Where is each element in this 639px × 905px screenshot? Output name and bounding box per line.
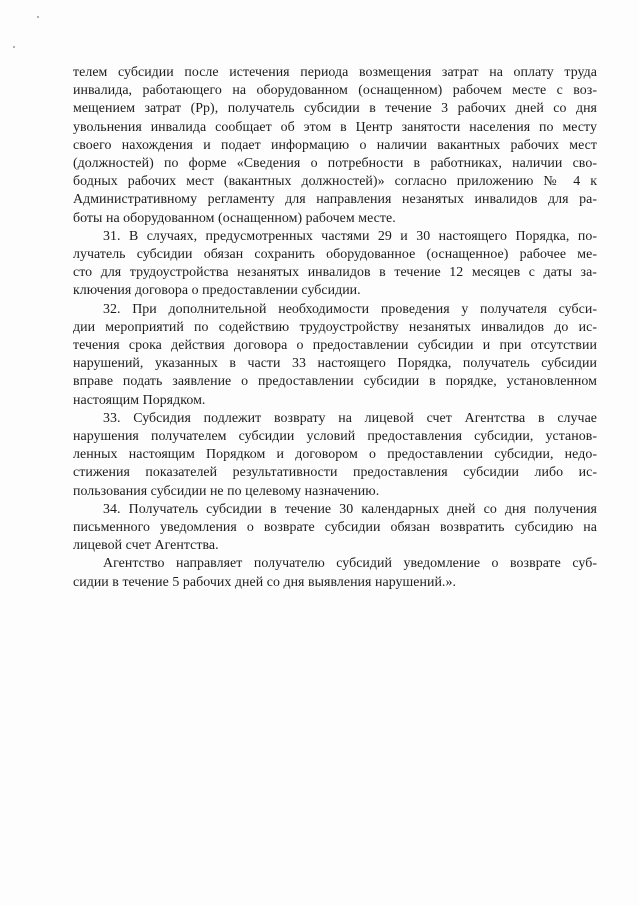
paragraph-continuation [73,64,597,228]
text-line: нарушений, указанных в части 33 настоящего Порядка, получатель субсидии [73,356,597,372]
text-line: 33. Субсидия подлежит возврату на лицевой счет Агентства в случае [103,410,597,426]
text-line: своего нахождения и подает информацию о наличии вакантных рабочих мест [73,137,597,153]
paragraph-agency-notice [73,555,597,591]
paragraph-32 [73,301,597,410]
paragraph-31 [73,228,597,301]
text-line: лицевой счет Агентства. [73,538,219,554]
text-line: (должностей) по форме «Сведения о потребности в работниках, наличии сво- [73,156,597,172]
text-line: нарушения получателем субсидии условий предоставления субсидии, установ- [73,429,597,445]
text-line: сидии в течение 5 рабочих дней со дня выявления нарушений.». [73,574,456,590]
text-line: боты на оборудованном (оснащенном) рабочем месте. [73,210,396,226]
text-line: течения срока действия договора о предоставлении субсидии и при отсутствии [73,338,597,354]
text-line: 32. При дополнительной необходимости проведения у получателя субси- [103,301,597,317]
scan-speck [37,16,39,18]
text-line: ленных настоящим Порядком и договором о предоставлении субсидии, недо- [73,447,597,463]
text-line: письменного уведомления о возврате субсидии обязан возвратить субсидию на [73,520,597,536]
text-line: дии мероприятий по содействию трудоустройству незанятых инвалидов до ис- [73,319,597,335]
paragraph-34 [73,501,597,556]
text-line: лучатель субсидии обязан сохранить оборудованное (оснащенное) рабочее ме- [73,247,597,263]
text-line: увольнения инвалида сообщает об этом в Центр занятости населения по месту [73,119,597,135]
scan-speck [13,46,15,48]
text-line: Административному регламенту для направления незанятых инвалидов для ра- [73,192,597,208]
text-line: стижения показателей результативности предоставления субсидии либо ис- [73,465,597,481]
text-line: ключения договора о предоставлении субсидии. [73,283,361,299]
text-line: бодных рабочих мест (вакантных должностей)» согласно приложению № 4 к [73,174,597,190]
text-line: телем субсидии после истечения периода возмещения затрат на оплату труда [73,65,597,80]
text-line: инвалида, работающего на оборудованном (оснащенном) рабочем месте с воз- [73,83,597,99]
text-line: мещением затрат (Рр), получатель субсидии в течение 3 рабочих дней со дня [73,101,597,117]
text-line: 31. В случаях, предусмотренных частями 29 и 30 настоящего Порядка, по- [103,228,597,244]
document-body [73,64,597,592]
text-line: вправе подать заявление о предоставлении субсидии в порядке, установленном [73,374,597,390]
text-line: Агентство направляет получателю субсидий уведомление о возврате суб- [103,556,597,572]
paragraph-33 [73,410,597,501]
text-line: пользования субсидии не по целевому назначению. [73,483,380,499]
text-line: настоящим Порядком. [73,392,206,408]
text-line: сто для трудоустройства незанятых инвалидов в течение 12 месяцев с даты за- [73,265,597,281]
text-line: 34. Получатель субсидии в течение 30 календарных дней со дня получения [103,501,597,517]
